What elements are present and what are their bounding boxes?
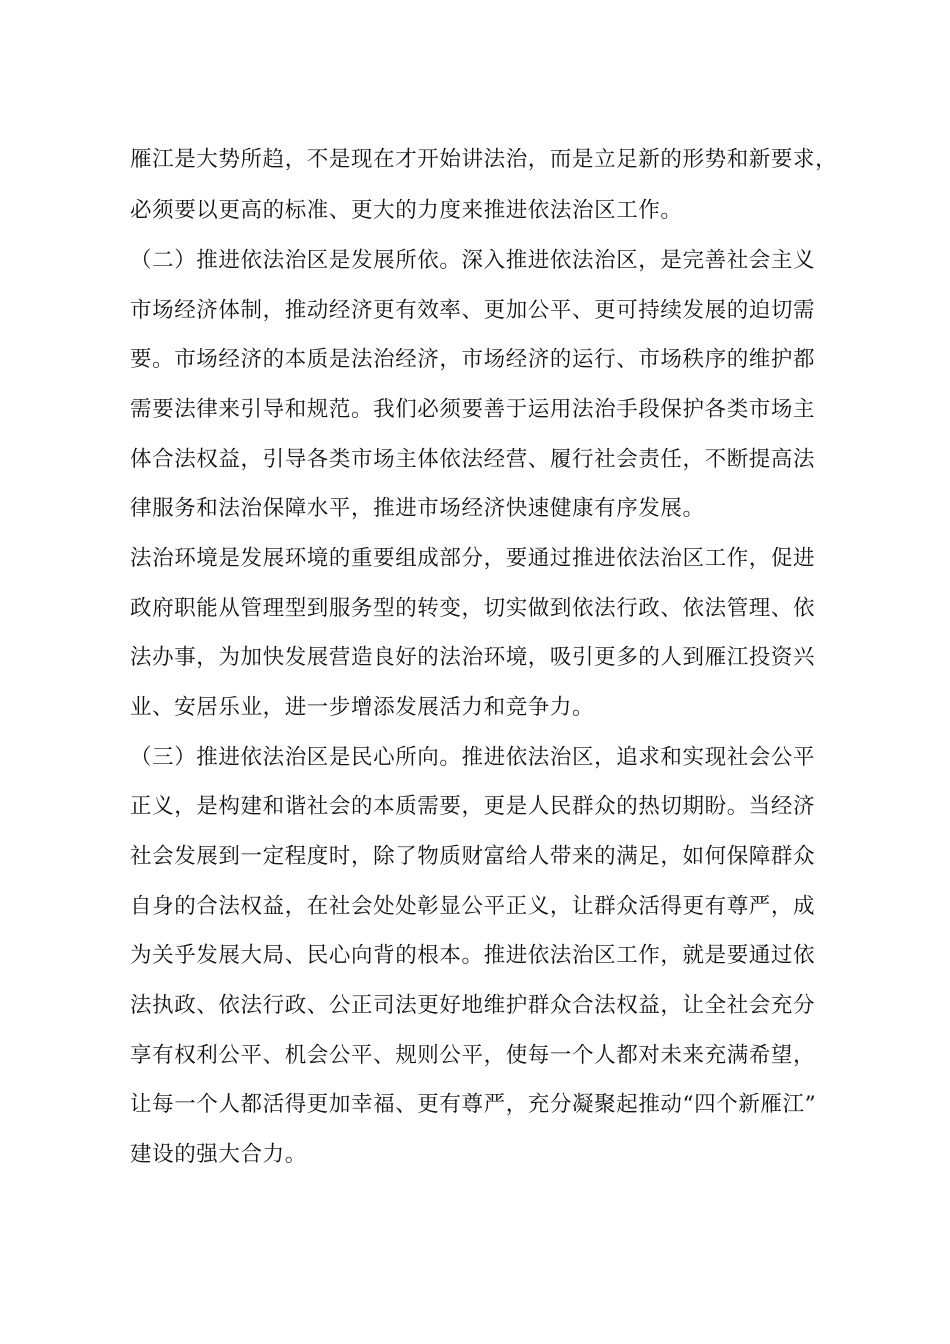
text-line: 自身的合法权益，在社会处处彰显公平正义，让群众活得更有尊严，成 — [130, 894, 816, 919]
paragraph-start-line: 法治环境是发展环境的重要组成部分，要通过推进依法治区工作，促进 — [130, 546, 816, 571]
text-line: 为关乎发展大局、民心向背的根本。推进依法治区工作，就是要通过依 — [130, 943, 816, 968]
text-line: 正义，是构建和谐社会的本质需要，更是人民群众的热切期盼。当经济 — [130, 794, 816, 819]
text-line: 要。市场经济的本质是法治经济，市场经济的运行、市场秩序的维护都 — [130, 347, 816, 372]
text-line: 需要法律来引导和规范。我们必须要善于运用法治手段保护各类市场主 — [130, 397, 816, 422]
text-line: 让每一个人都活得更加幸福、更有尊严，充分凝聚起推动“四个新雁江” — [130, 1092, 817, 1117]
text-line: 雁江是大势所趋，不是现在才开始讲法治，而是立足新的形势和新要求， — [130, 147, 838, 172]
text-line: 社会发展到一定程度时，除了物质财富给人带来的满足，如何保障群众 — [130, 844, 816, 869]
section-heading-line: （三）推进依法治区是民心所向。推进依法治区，追求和实现社会公平 — [130, 745, 816, 770]
text-line: 建设的强大合力。 — [130, 1142, 307, 1167]
text-line: 必须要以更高的标准、更大的力度来推进依法治区工作。 — [130, 198, 683, 223]
text-line: 业、安居乐业，进一步增添发展活力和竞争力。 — [130, 695, 595, 720]
text-line: 享有权利公平、机会公平、规则公平，使每一个人都对未来充满希望， — [130, 1043, 816, 1068]
text-line: 体合法权益，引导各类市场主体依法经营、履行社会责任，不断提高法 — [130, 447, 816, 472]
section-heading-line: （二）推进依法治区是发展所依。深入推进依法治区，是完善社会主义 — [130, 248, 816, 273]
text-line: 政府职能从管理型到服务型的转变，切实做到依法行政、依法管理、依 — [130, 596, 816, 621]
text-line: 法执政、依法行政、公正司法更好地维护群众合法权益，让全社会充分 — [130, 993, 816, 1018]
text-line: 律服务和法治保障水平，推进市场经济快速健康有序发展。 — [130, 496, 705, 521]
text-line: 市场经济体制，推动经济更有效率、更加公平、更可持续发展的迫切需 — [130, 298, 816, 323]
text-line: 法办事，为加快发展营造良好的法治环境，吸引更多的人到雁江投资兴 — [130, 645, 816, 670]
